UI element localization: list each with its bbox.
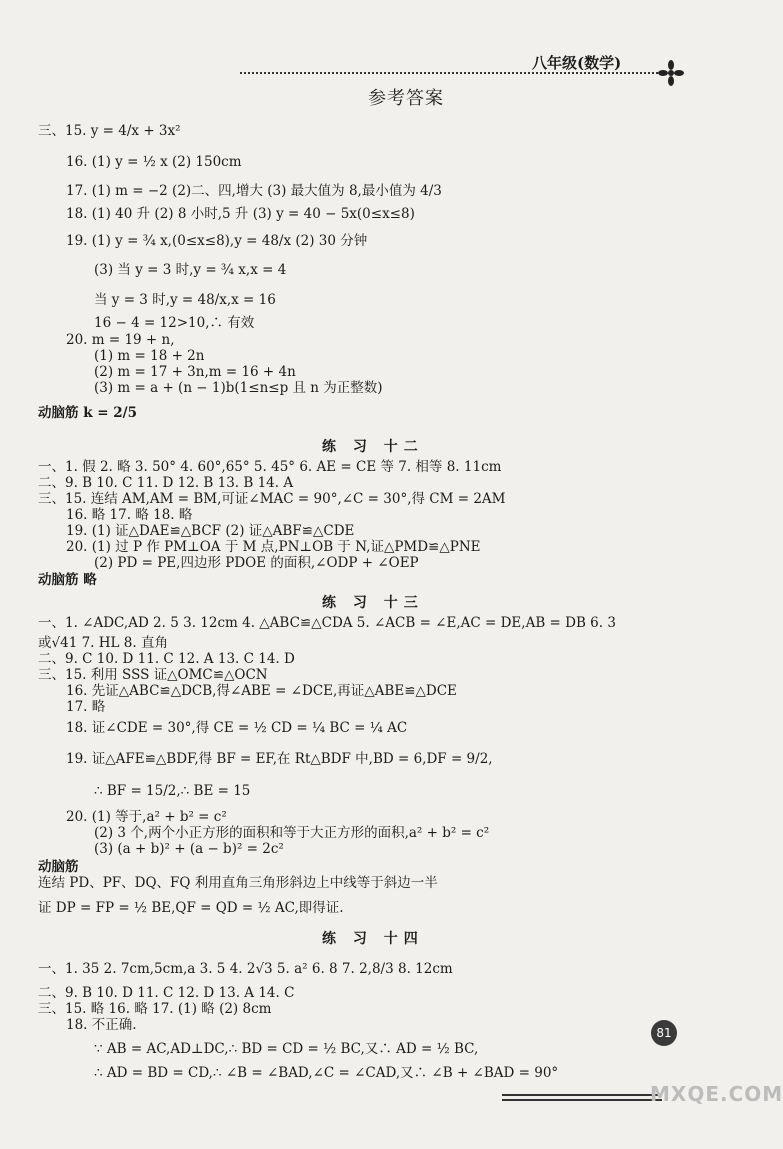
footer-rule — [502, 1099, 662, 1101]
answer-line: 17. (1) m = −2 (2)二、四,增大 (3) 最大值为 8,最小值为 4/3 — [66, 183, 442, 199]
answer-line: 16 − 4 = 12>10,∴ 有效 — [94, 315, 255, 331]
answer-line: 19. 证△AFE≌△BDF,得 BF = EF,在 Rt△BDF 中,BD = 6,DF = 9/2, — [66, 751, 493, 767]
answer-line: 当 y = 3 时,y = 48/x,x = 16 — [94, 292, 276, 308]
answer-line: ∴ AD = BD = CD,∴ ∠B = ∠BAD,∠C = ∠CAD,又∴ ∠B + ∠BAD = 90° — [94, 1065, 559, 1081]
answer-line: (2) PD = PE,四边形 PDOE 的面积,∠ODP + ∠OEP — [94, 555, 419, 571]
answer-line: 20. (1) 等于,a² + b² = c² — [66, 809, 227, 825]
section-title-12: 练 习 十二 — [322, 439, 424, 455]
grade-subject-header: 八年级(数学) — [532, 54, 622, 72]
answer-line: 三、15. 利用 SSS 证△OMC≌△OCN — [38, 667, 268, 683]
brain-teaser-line: 动脑筋 k = 2/5 — [38, 405, 137, 421]
answer-line: 19. (1) y = ¾ x,(0≤x≤8),y = 48/x (2) 30 分钟 — [66, 233, 368, 249]
answer-line: (2) 3 个,两个小正方形的面积和等于大正方形的面积,a² + b² = c² — [94, 825, 490, 841]
answer-line: 连结 PD、PF、DQ、FQ 利用直角三角形斜边上中线等于斜边一半 — [38, 875, 438, 891]
brain-teaser-heading: 动脑筋 — [38, 859, 79, 875]
answer-line: 18. 证∠CDE = 30°,得 CE = ½ CD = ¼ BC = ¼ AC — [66, 720, 408, 736]
answer-line: 18. (1) 40 升 (2) 8 小时,5 升 (3) y = 40 − 5x(0≤x≤8) — [66, 206, 415, 222]
answer-line: 一、1. ∠ADC,AD 2. 5 3. 12cm 4. △ABC≌△CDA 5. ∠ACB = ∠E,AC = DE,AB = DB 6. 3 — [38, 615, 616, 631]
answer-line: 一、1. 35 2. 7cm,5cm,a 3. 5 4. 2√3 5. a² 6. 8 7. 2,8/3 8. 12cm — [38, 961, 453, 977]
header-dotted-rule — [240, 72, 658, 74]
answer-line: 一、1. 假 2. 略 3. 50° 4. 60°,65° 5. 45° 6. AE = CE 等 7. 相等 8. 11cm — [38, 459, 502, 475]
answer-line: 17. 略 — [66, 699, 106, 715]
answer-line: 18. 不正确. — [66, 1017, 137, 1033]
answer-line: 或√41 7. HL 8. 直角 — [38, 635, 168, 651]
section-title-14: 练 习 十四 — [322, 931, 424, 947]
answer-line: ∴ BF = 15/2,∴ BE = 15 — [94, 783, 251, 799]
footer-rule — [502, 1094, 662, 1096]
answer-line: (1) m = 18 + 2n — [94, 348, 205, 364]
answer-line: 20. m = 19 + n, — [66, 332, 175, 348]
answer-line: 三、15. 略 16. 略 17. (1) 略 (2) 8cm — [38, 1001, 272, 1017]
answer-line: 二、9. B 10. C 11. D 12. B 13. B 14. A — [38, 475, 294, 491]
answer-line: 16. 先证△ABC≌△DCB,得∠ABE = ∠DCE,再证△ABE≌△DCE — [66, 683, 457, 699]
answer-line: 16. (1) y = ½ x (2) 150cm — [66, 154, 242, 170]
answers-title: 参考答案 — [368, 88, 444, 109]
answer-line: (3) 当 y = 3 时,y = ¾ x,x = 4 — [94, 262, 287, 278]
flower-ornament-icon — [658, 60, 684, 86]
answer-line: 16. 略 17. 略 18. 略 — [66, 507, 193, 523]
answer-line: 20. (1) 过 P 作 PM⊥OA 于 M 点,PN⊥OB 于 N,证△PMD≌△PNE — [66, 539, 481, 555]
watermark-text: MXQE.COM — [650, 1082, 783, 1106]
answer-line: 三、15. y = 4/x + 3x² — [38, 123, 181, 139]
brain-teaser-line: 动脑筋 略 — [38, 572, 97, 588]
answer-line: 19. (1) 证△DAE≌△BCF (2) 证△ABF≌△CDE — [66, 523, 355, 539]
answer-line: 二、9. C 10. D 11. C 12. A 13. C 14. D — [38, 651, 295, 667]
section-title-13: 练 习 十三 — [322, 595, 424, 611]
answer-line: (3) m = a + (n − 1)b(1≤n≤p 且 n 为正整数) — [94, 380, 383, 396]
answer-line: 证 DP = FP = ½ BE,QF = QD = ½ AC,即得证. — [38, 900, 344, 916]
answer-line: (2) m = 17 + 3n,m = 16 + 4n — [94, 364, 296, 380]
page-number: 81 — [651, 1020, 677, 1046]
answer-line: 二、9. B 10. D 11. C 12. D 13. A 14. C — [38, 985, 295, 1001]
answer-line: (3) (a + b)² + (a − b)² = 2c² — [94, 841, 284, 857]
answer-line: ∵ AB = AC,AD⊥DC,∴ BD = CD = ½ BC,又∴ AD = ½ BC, — [94, 1041, 479, 1057]
answer-line: 三、15. 连结 AM,AM = BM,可证∠MAC = 90°,∠C = 30°,得 CM = 2AM — [38, 491, 506, 507]
